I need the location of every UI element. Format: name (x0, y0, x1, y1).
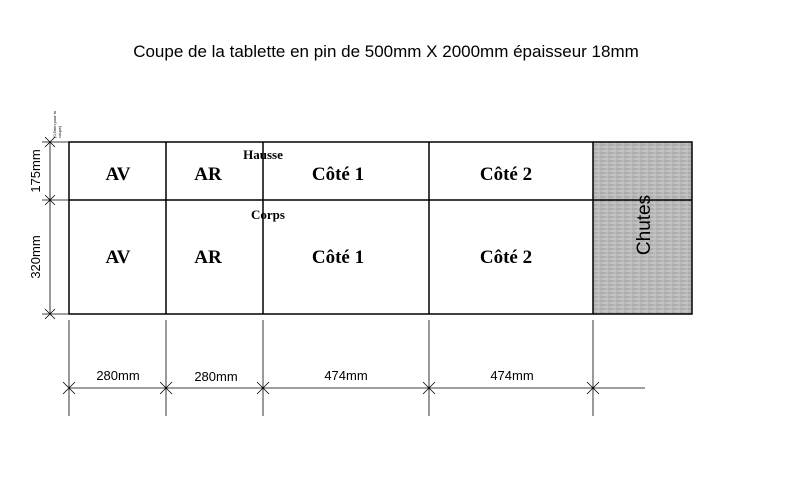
waste-label: Chutes (634, 194, 655, 256)
piece-hausse-ar: AR (194, 164, 222, 185)
width-label-av: 280mm (96, 368, 140, 383)
width-label-ar: 280mm (194, 369, 238, 384)
piece-hausse-cote-2: Côté 2 (479, 164, 533, 185)
width-label-cote-2: 474mm (490, 368, 534, 383)
page-title: Coupe de la tablette en pin de 500mm X 2000mm épaisseur 18mm (133, 42, 639, 61)
piece-corps-ar: AR (194, 247, 222, 268)
kerf-note-line-1: (0,5mm pour la (52, 111, 57, 138)
piece-hausse-cote-1: Côté 1 (311, 164, 365, 185)
width-label-cote-1: 474mm (324, 368, 368, 383)
piece-corps-av: AV (105, 247, 131, 268)
height-label-corps: 320mm (28, 235, 43, 279)
kerf-note (52, 110, 62, 138)
piece-corps-cote-2: Côté 2 (479, 247, 533, 268)
kerf-note-line-2: coupe) (57, 125, 62, 138)
vertical-dimension-lines (42, 137, 69, 319)
height-label-hausse: 175mm (28, 149, 43, 193)
section-label-hausse: Hausse (243, 147, 283, 162)
section-label-corps: Corps (251, 207, 285, 222)
piece-corps-cote-1: Côté 1 (311, 247, 365, 268)
piece-hausse-av: AV (105, 164, 131, 185)
